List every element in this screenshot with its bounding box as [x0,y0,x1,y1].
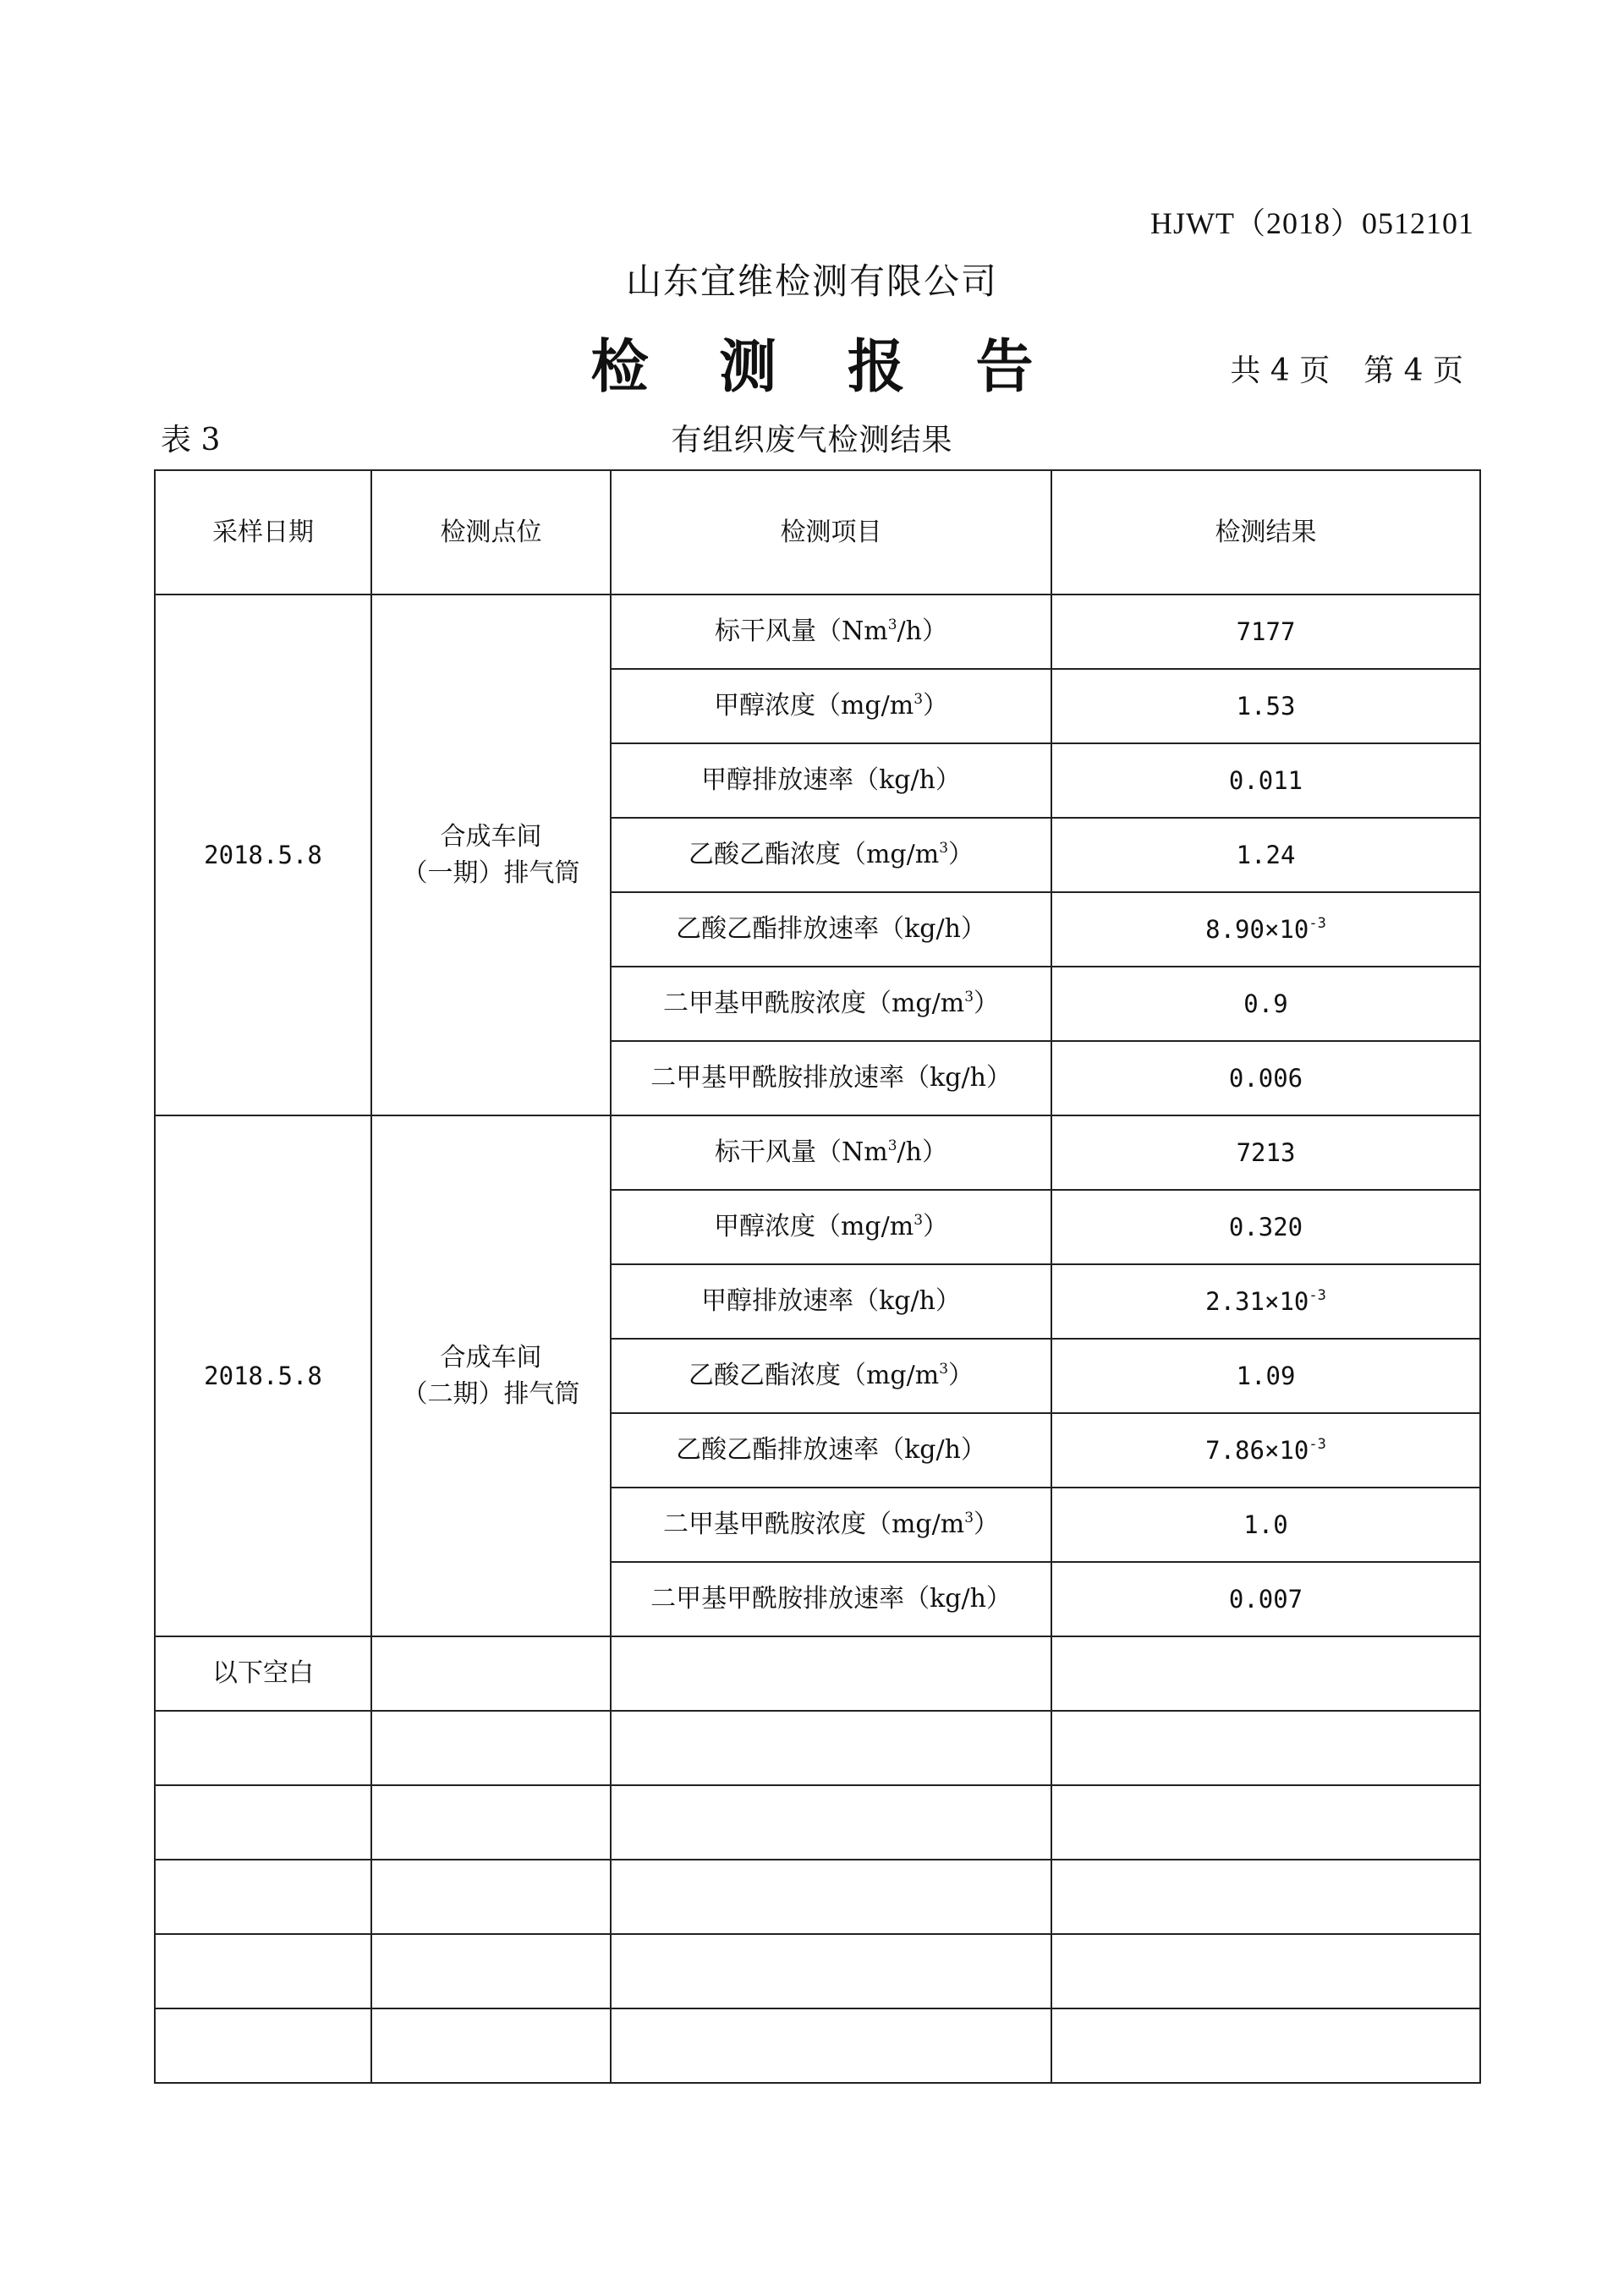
unit-superscript: 3 [939,840,949,858]
location-line-2: （二期）排气筒 [402,1379,580,1409]
blank-cell [611,1860,1051,1934]
test-item-cell [611,1041,1051,1115]
test-result: 1.0 [1243,1510,1288,1539]
test-item: 标干风量（Nm [715,616,888,647]
location-line-2: （一期）排气筒 [402,858,580,888]
blank-note: 以下空白 [212,1658,314,1689]
table-body [155,595,1480,2083]
unit-superscript: 3 [914,1212,924,1230]
test-result-cell [1051,1041,1480,1115]
blank-row [155,1934,1480,2008]
test-result: 0.006 [1228,1063,1303,1093]
table-row [155,1115,1480,1190]
unit-superscript: 3 [887,1137,897,1155]
test-item: 乙酸乙酯浓度（mg/m [688,1361,940,1391]
blank-cell [371,1711,611,1785]
blank-row [155,1711,1480,1785]
test-item: 甲醇排放速率（kg/h） [701,1286,961,1317]
blank-cell [371,1636,611,1711]
table-title: 有组织废气检测结果 [671,423,953,458]
test-item: 二甲基甲酰胺排放速率（kg/h） [650,1063,1012,1093]
blank-cell [611,1934,1051,2008]
sampling-date: 2018.5.8 [204,1361,322,1390]
test-result-cell [1051,1339,1480,1413]
test-result-cell [1051,892,1480,967]
blank-cell [1051,1934,1480,2008]
test-item-unit-end: ） [948,840,974,870]
test-result: 1.24 [1236,840,1296,869]
blank-cell [371,1860,611,1934]
test-item-unit-end: ） [974,1510,1000,1540]
location-line-1: 合成车间 [440,821,542,852]
page-indicator [1230,347,1463,390]
exponent-superscript: -3 [1309,1286,1326,1304]
test-item-unit-end: ） [923,691,949,721]
test-item-unit-end: /h） [897,616,947,647]
unit-superscript: 3 [939,1361,949,1378]
sampling-date-cell [155,595,371,1115]
table-row [155,595,1480,669]
blank-cell [611,1636,1051,1711]
test-result-cell [1051,595,1480,669]
blank-cell [155,1785,371,1860]
test-item-cell [611,1562,1051,1636]
test-result-cell [1051,818,1480,892]
column-header-date: 采样日期 [155,470,371,595]
sampling-date-cell [155,1115,371,1636]
test-result: 0.320 [1228,1212,1303,1241]
unit-superscript: 3 [964,989,974,1006]
blank-cell [371,1934,611,2008]
test-item-unit-end: /h） [897,1137,947,1168]
test-item: 乙酸乙酯浓度（mg/m [688,840,940,870]
test-item-cell [611,1190,1051,1264]
table-number: 表 3 [161,423,221,458]
test-item: 标干风量（Nm [715,1137,888,1168]
blank-cell [1051,2008,1480,2083]
blank-cell [611,1785,1051,1860]
test-item: 二甲基甲酰胺浓度（mg/m [662,1510,965,1540]
blank-note-cell [155,1636,371,1711]
unit-superscript: 3 [914,691,924,709]
blank-row [155,1636,1480,1711]
test-item: 乙酸乙酯排放速率（kg/h） [676,1435,986,1466]
table-header-row [155,470,1480,595]
blank-cell [371,2008,611,2083]
sampling-date: 2018.5.8 [204,840,322,869]
test-item: 甲醇浓度（mg/m [713,691,914,721]
test-result: 0.011 [1228,765,1303,795]
exponent-superscript: -3 [1309,914,1326,932]
test-result: 1.09 [1236,1361,1296,1390]
test-item-cell [611,1115,1051,1190]
test-result: 0.007 [1228,1584,1303,1614]
blank-cell [371,1785,611,1860]
test-item: 二甲基甲酰胺浓度（mg/m [662,989,965,1019]
blank-cell [611,1711,1051,1785]
unit-superscript: 3 [964,1510,974,1527]
test-item-cell [611,1413,1051,1488]
test-result: 7177 [1236,616,1296,646]
exponent-superscript: -3 [1309,1435,1326,1453]
test-result-cell [1051,1115,1480,1190]
test-item-cell [611,743,1051,818]
blank-row [155,2008,1480,2083]
test-item: 二甲基甲酰胺排放速率（kg/h） [650,1584,1012,1614]
test-result-cell [1051,1413,1480,1488]
blank-cell [155,1860,371,1934]
blank-cell [155,1711,371,1785]
test-item: 乙酸乙酯排放速率（kg/h） [676,914,986,945]
location-cell [371,595,611,1115]
test-result-cell [1051,1488,1480,1562]
blank-cell [611,2008,1051,2083]
test-result-cell [1051,967,1480,1041]
test-item-cell [611,1488,1051,1562]
blank-cell [155,2008,371,2083]
test-item-cell [611,669,1051,743]
test-item-cell [611,967,1051,1041]
test-item-cell [611,595,1051,669]
unit-superscript: 3 [887,616,897,634]
test-result: 7.86×10 [1205,1435,1309,1465]
blank-row [155,1785,1480,1860]
blank-cell [1051,1636,1480,1711]
test-result: 7213 [1236,1137,1296,1167]
test-result-cell [1051,1190,1480,1264]
column-header-result: 检测结果 [1051,470,1480,595]
blank-cell [1051,1785,1480,1860]
test-item-cell [611,1339,1051,1413]
test-result-cell [1051,743,1480,818]
test-item: 甲醇浓度（mg/m [713,1212,914,1242]
results-table [154,469,1481,2084]
page-total: 共 4 页 [1230,353,1330,388]
blank-cell [155,1934,371,2008]
report-number: HJWT（2018）0512101 [1150,206,1474,240]
page-title: 检 测 报 告 [590,333,1059,401]
test-result: 8.90×10 [1205,914,1309,944]
test-item-unit-end: ） [974,989,1000,1019]
test-result-cell [1051,1562,1480,1636]
column-header-location: 检测点位 [371,470,611,595]
location-cell [371,1115,611,1636]
blank-cell [1051,1860,1480,1934]
test-result: 0.9 [1243,989,1288,1018]
test-item-unit-end: ） [923,1212,949,1242]
column-header-item: 检测项目 [611,470,1051,595]
test-item: 甲醇排放速率（kg/h） [701,765,961,796]
test-result: 1.53 [1236,691,1296,721]
test-item-unit-end: ） [948,1361,974,1391]
blank-cell [1051,1711,1480,1785]
blank-row [155,1860,1480,1934]
test-item-cell [611,818,1051,892]
page-current: 第 4 页 [1363,353,1463,388]
location-line-1: 合成车间 [440,1342,542,1373]
test-result: 2.31×10 [1205,1286,1309,1316]
company-name: 山东宜维检测有限公司 [625,260,998,302]
test-item-cell [611,1264,1051,1339]
test-result-cell [1051,1264,1480,1339]
test-item-cell [611,892,1051,967]
test-result-cell [1051,669,1480,743]
